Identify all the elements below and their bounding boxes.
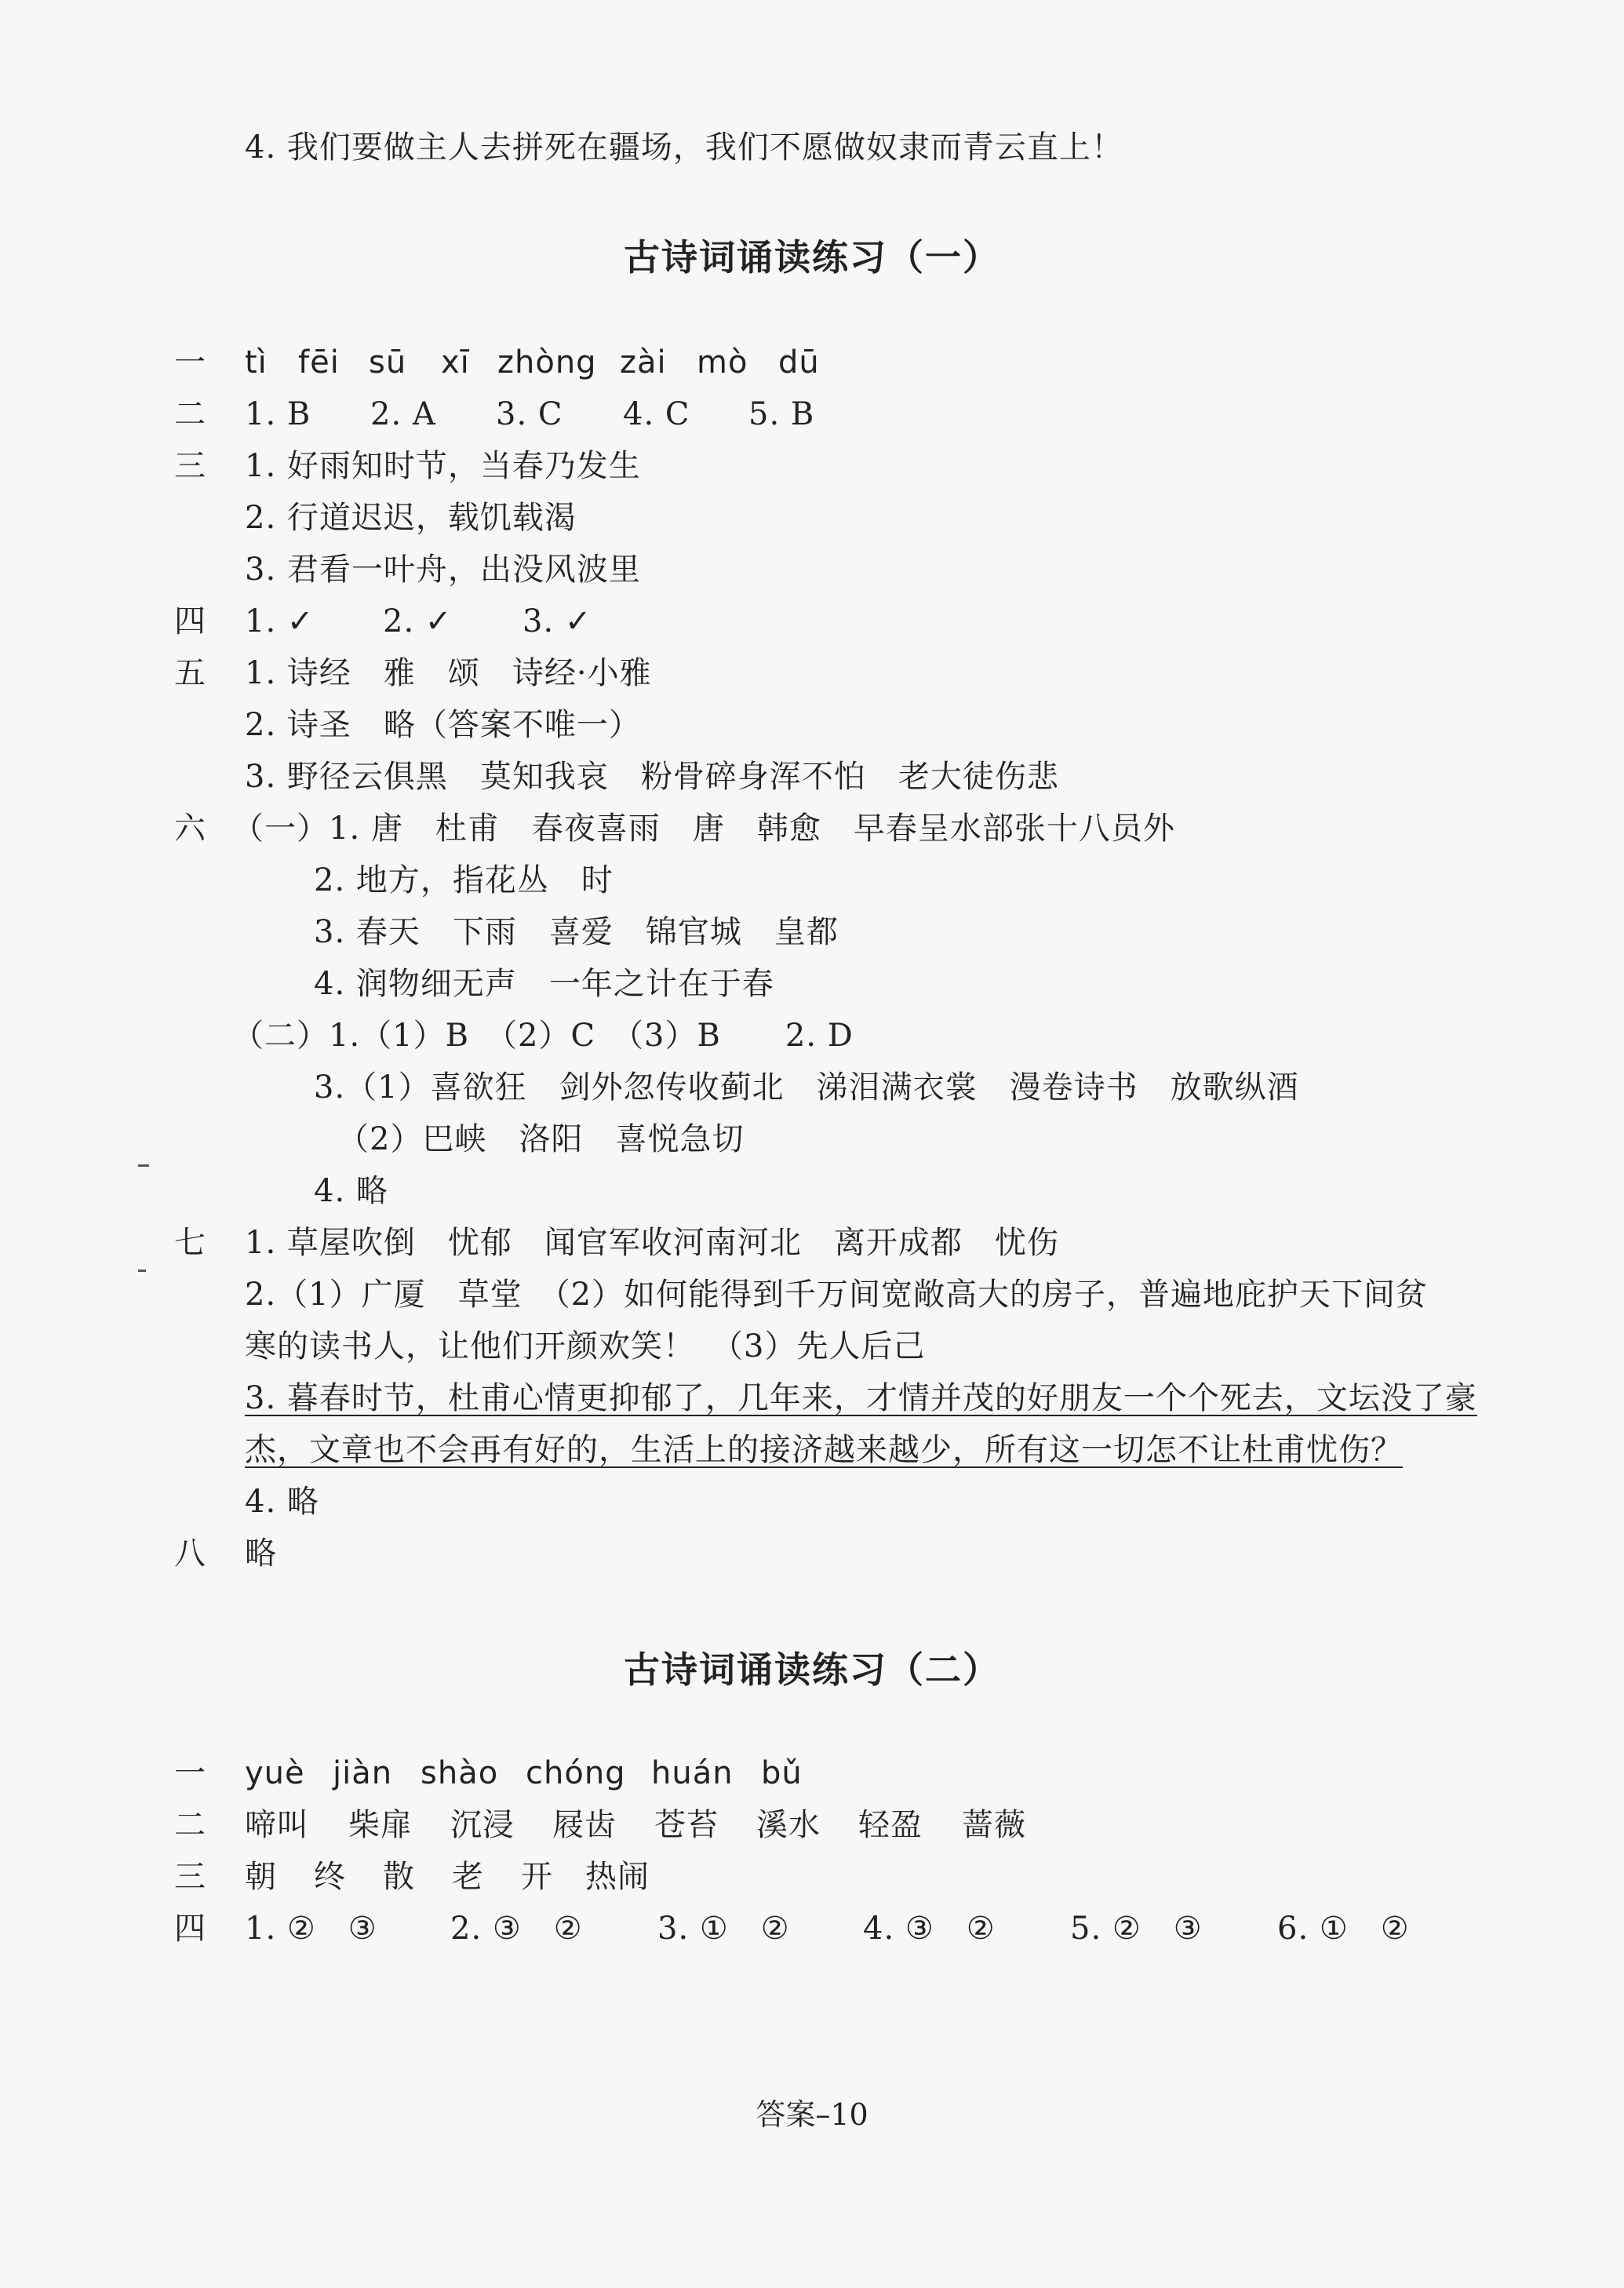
pinyin-item: huán <box>651 1755 734 1791</box>
pinyin-item: tì <box>245 344 268 381</box>
pinyin-item: zhòng <box>497 344 597 381</box>
question-number: 一 <box>174 1755 206 1791</box>
word-item: 朝 <box>245 1859 277 1895</box>
answer-line: （2）巴峡 洛阳 喜悦急切 <box>337 1121 745 1157</box>
pinyin-item: xī <box>441 344 470 381</box>
question-number: 七 <box>174 1225 206 1261</box>
answer-line: 2. 诗圣 略（答案不唯一） <box>245 707 641 743</box>
question-number: 八 <box>174 1536 206 1572</box>
answer-item: 2. ③ ② <box>450 1911 583 1947</box>
question-number: 二 <box>174 396 206 432</box>
scan-mark <box>138 1164 149 1167</box>
word-item: 柴扉 <box>348 1807 413 1843</box>
answer-item: 5. B <box>748 396 815 432</box>
page-footer: 答案–10 <box>756 2097 868 2132</box>
pinyin-item: chóng <box>526 1755 626 1791</box>
word-item: 老 <box>452 1859 484 1895</box>
pinyin-item: mò <box>697 344 748 381</box>
pinyin-item: yuè <box>245 1755 305 1791</box>
underlined-answer-line: 3. 暮春时节，杜甫心情更抑郁了，几年来，才情并茂的好朋友一个个死去，文坛没了豪 <box>245 1380 1477 1416</box>
answer-item: 3. ① ② <box>657 1911 790 1947</box>
answer-line: 4. 略 <box>245 1484 319 1520</box>
answer-line: 3. 君看一叶舟，出没风波里 <box>245 552 641 588</box>
answer-line: 1. 好雨知时节，当春乃发生 <box>245 448 641 484</box>
answer-item: 3. ✓ <box>523 603 592 639</box>
question-number: 二 <box>174 1807 206 1843</box>
answer-line: 4. 润物细无声 一年之计在于春 <box>314 966 774 1002</box>
answer-item: 1. B <box>245 396 311 432</box>
section-title-2: 古诗词诵读练习（二） <box>624 1649 1000 1691</box>
answer-line: 3. 野径云俱黑 莫知我哀 粉骨碎身浑不怕 老大徒伤悲 <box>245 759 1059 795</box>
pinyin-item: zài <box>620 344 667 381</box>
scan-mark <box>138 1270 146 1272</box>
word-item: 屐齿 <box>552 1807 617 1843</box>
answer-item: 1. ✓ <box>245 603 315 639</box>
word-item: 苍苔 <box>654 1807 719 1843</box>
answer-item: 4. C <box>623 396 690 432</box>
pinyin-item: shào <box>421 1755 499 1791</box>
pinyin-item: jiàn <box>333 1755 393 1791</box>
answer-line: （一）1. 唐 杜甫 春夜喜雨 唐 韩愈 早春呈水部张十八员外 <box>232 811 1175 847</box>
pinyin-item: dū <box>778 344 820 381</box>
answer-line: 1. 草屋吹倒 忧郁 闻官军收河南河北 离开成都 忧伤 <box>245 1225 1059 1261</box>
answer-item: 2. ✓ <box>383 603 453 639</box>
answer-item: 6. ① ② <box>1277 1911 1410 1947</box>
answer-item: 3. C <box>496 396 563 432</box>
question-number: 三 <box>174 448 206 484</box>
answer-line: 3. 春天 下雨 喜爱 锦官城 皇都 <box>314 914 839 950</box>
section-title-1: 古诗词诵读练习（一） <box>624 236 1000 279</box>
answer-line: 2.（1）广厦 草堂 （2）如何能得到千万间宽敞高大的房子，普遍地庇护天下间贫 <box>245 1277 1429 1313</box>
word-item: 溪水 <box>756 1807 821 1843</box>
pinyin-item: fēi <box>298 344 340 381</box>
answer-line: 3.（1）喜欲狂 剑外忽传收蓟北 涕泪满衣裳 漫卷诗书 放歌纵酒 <box>314 1069 1299 1106</box>
word-item: 热闹 <box>585 1859 650 1895</box>
question-number: 三 <box>174 1859 206 1895</box>
answer-line: 2. 行道迟迟，载饥载渴 <box>245 500 577 536</box>
word-item: 蔷薇 <box>962 1807 1026 1843</box>
answer-line: 寒的读书人，让他们开颜欢笑！ （3）先人后己 <box>245 1328 926 1364</box>
question-number: 四 <box>174 603 206 639</box>
underlined-answer-line: 杰，文章也不会再有好的，生活上的接济越来越少，所有这一切怎不让杜甫忧伤？ <box>245 1432 1403 1468</box>
answer-line: 略 <box>245 1536 277 1572</box>
word-item: 轻盈 <box>858 1807 923 1843</box>
word-item: 终 <box>314 1859 346 1895</box>
answer-line: （二）1.（1）B （2）C （3）B 2. D <box>232 1018 854 1054</box>
word-item: 啼叫 <box>245 1807 309 1843</box>
answer-line: 1. 诗经 雅 颂 诗经·小雅 <box>245 655 652 691</box>
answer-item: 1. ② ③ <box>245 1911 377 1947</box>
question-number: 四 <box>174 1911 206 1947</box>
question-number: 一 <box>174 344 206 381</box>
question-number: 五 <box>174 655 206 691</box>
answer-item: 4. ③ ② <box>863 1911 996 1947</box>
word-item: 开 <box>521 1859 553 1895</box>
answer-item: 2. A <box>370 396 436 432</box>
previous-answer-line: 4. 我们要做主人去拼死在疆场，我们不愿做奴隶而青云直上！ <box>245 129 1123 166</box>
pinyin-item: sū <box>369 344 407 381</box>
answer-item: 5. ② ③ <box>1070 1911 1203 1947</box>
word-item: 散 <box>383 1859 415 1895</box>
pinyin-item: bǔ <box>761 1755 803 1791</box>
answer-line: 2. 地方，指花丛 时 <box>314 862 614 898</box>
answer-line: 4. 略 <box>314 1173 388 1209</box>
word-item: 沉浸 <box>450 1807 515 1843</box>
question-number: 六 <box>174 811 206 847</box>
